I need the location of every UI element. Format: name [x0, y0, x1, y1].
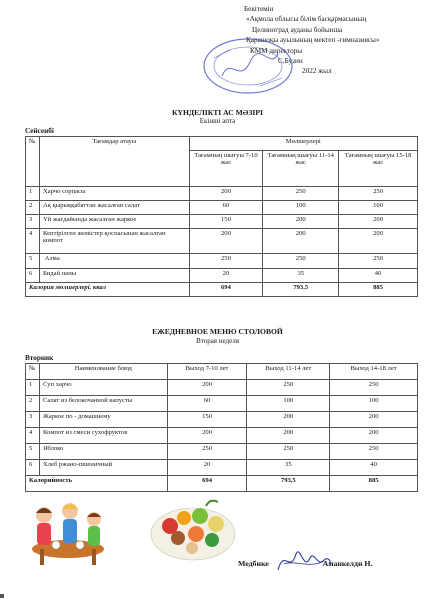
ru-header-age1: Выход 7-10 лет — [167, 364, 247, 380]
row-value: 200 — [189, 229, 263, 254]
row-value: 250 — [339, 254, 418, 269]
kz-header-age2: Тағамның шығуы 11-14 жас — [263, 151, 339, 187]
row-value: 250 — [330, 380, 418, 396]
row-dish: Алма — [39, 254, 189, 269]
table-row — [26, 269, 418, 283]
row-value: 250 — [263, 187, 339, 201]
row-value: 20 — [167, 460, 247, 476]
row-value: 100 — [330, 396, 418, 412]
official-stamp — [200, 36, 296, 96]
row-value: 200 — [167, 428, 247, 444]
row-dish: Кептірілген жемістер қоспасынан жасалған компот — [39, 229, 189, 254]
row-dish: Компот из смеси сухофруктов — [39, 428, 167, 444]
nurse-role: Медбике — [238, 559, 269, 568]
row-value: 35 — [263, 269, 339, 283]
table-row — [26, 380, 418, 396]
handwritten-signature — [274, 546, 334, 576]
row-value: 100 — [339, 201, 418, 215]
kz-week-label: Екінші апта — [199, 117, 236, 125]
table-row — [26, 444, 418, 460]
row-value: 200 — [330, 412, 418, 428]
ru-week-label: Вторая неделя — [196, 337, 239, 345]
row-value: 40 — [330, 460, 418, 476]
total-label: Калория мөлшерлері, ккал — [26, 283, 190, 297]
row-num: 5 — [26, 444, 40, 460]
scan-artifact — [0, 594, 4, 598]
ru-header-dish: Наименование блюд — [39, 364, 167, 380]
kz-header-age1: Тағамның шығуы 7-10 жас — [189, 151, 263, 187]
row-num: 1 — [26, 380, 40, 396]
row-value: 200 — [263, 229, 339, 254]
row-value: 100 — [263, 201, 339, 215]
kz-header-age3: Тағамның шығуы 15-18 жас — [339, 151, 418, 187]
approval-line: С.Бузин — [278, 57, 303, 66]
row-value: 250 — [247, 380, 330, 396]
row-value: 20 — [189, 269, 263, 283]
row-dish: Суп харчо — [39, 380, 167, 396]
row-value: 250 — [167, 444, 247, 460]
table-row — [26, 187, 418, 201]
total-row — [26, 476, 418, 492]
row-value: 200 — [189, 187, 263, 201]
ru-day-label: Вторник — [25, 354, 54, 362]
row-num: 3 — [26, 412, 40, 428]
approval-line: КММ директоры — [250, 46, 303, 55]
row-dish: Хлеб ржано-пшеничный — [39, 460, 167, 476]
total-value: 793,5 — [247, 476, 330, 492]
table-row — [26, 460, 418, 476]
row-num: 6 — [26, 460, 40, 476]
approval-line: «Ақмола облысы білім басқармасының — [246, 15, 367, 24]
nurse-name: Аманкелди Н. — [322, 559, 373, 568]
row-value: 35 — [247, 460, 330, 476]
kz-header-dish: Тағамдар атауы — [39, 137, 189, 187]
row-value: 100 — [247, 396, 330, 412]
row-num: 2 — [26, 201, 40, 215]
row-value: 250 — [263, 254, 339, 269]
row-dish: Яблоко — [39, 444, 167, 460]
table-row — [26, 215, 418, 229]
total-value: 694 — [189, 283, 263, 297]
row-dish: Харчо сорпасы — [39, 187, 189, 201]
total-value: 885 — [330, 476, 418, 492]
table-row — [26, 412, 418, 428]
row-dish: Бидай наны — [39, 269, 189, 283]
kz-menu-title: КҮНДЕЛІКТІ АС МӘЗІРІ — [172, 108, 263, 117]
row-value: 200 — [263, 215, 339, 229]
total-row — [26, 283, 418, 297]
ru-header-num: № — [26, 364, 40, 380]
food-plate-illustration — [148, 494, 238, 564]
row-num: 4 — [26, 428, 40, 444]
row-num: 3 — [26, 215, 40, 229]
row-value: 200 — [330, 428, 418, 444]
approval-line: 2022 жыл — [302, 67, 332, 76]
ru-header-age2: Выход 11-14 лет — [247, 364, 330, 380]
row-num: 6 — [26, 269, 40, 283]
row-value: 250 — [189, 254, 263, 269]
kz-day-label: Сейсенбі — [25, 127, 54, 135]
row-value: 200 — [247, 428, 330, 444]
row-dish: Үй жағдайында жасалған жаркое — [39, 215, 189, 229]
kz-header-num: № — [26, 137, 40, 187]
row-dish: Салат из белокочанной капусты — [39, 396, 167, 412]
row-value: 200 — [167, 380, 247, 396]
approval-line: Қарашоқы ауылының мектеп -гимназиясы» — [246, 36, 380, 45]
row-value: 200 — [339, 215, 418, 229]
total-value: 694 — [167, 476, 247, 492]
row-value: 150 — [167, 412, 247, 428]
row-num: 1 — [26, 187, 40, 201]
row-value: 60 — [167, 396, 247, 412]
row-num: 4 — [26, 229, 40, 254]
total-value: 885 — [339, 283, 418, 297]
total-label: Калорийность — [26, 476, 168, 492]
row-num: 2 — [26, 396, 40, 412]
row-value: 250 — [247, 444, 330, 460]
row-value: 200 — [339, 229, 418, 254]
row-num: 5 — [26, 254, 40, 269]
row-value: 60 — [189, 201, 263, 215]
ru-header-age3: Выход 14-18 лет — [330, 364, 418, 380]
row-value: 40 — [339, 269, 418, 283]
row-value: 200 — [247, 412, 330, 428]
table-row — [26, 201, 418, 215]
total-value: 793,5 — [263, 283, 339, 297]
row-dish: Ақ қырыққабаттан жасалған салат — [39, 201, 189, 215]
row-value: 250 — [339, 187, 418, 201]
kz-menu-table — [25, 136, 418, 297]
ru-menu-table — [25, 363, 418, 492]
table-row — [26, 254, 418, 269]
approval-line: Целиноград ауданы бойынша — [252, 25, 343, 34]
row-value: 250 — [330, 444, 418, 460]
kz-header-portions: Мөлшерлері — [189, 137, 417, 151]
approval-line: Бекітемін — [244, 5, 274, 13]
table-row — [26, 396, 418, 412]
children-eating-illustration — [22, 497, 110, 569]
row-dish: Жаркое по - домашнему — [39, 412, 167, 428]
row-value: 150 — [189, 215, 263, 229]
table-row — [26, 229, 418, 254]
ru-menu-title: ЕЖЕДНЕВНОЕ МЕНЮ СТОЛОВОЙ — [152, 327, 283, 336]
table-row — [26, 428, 418, 444]
